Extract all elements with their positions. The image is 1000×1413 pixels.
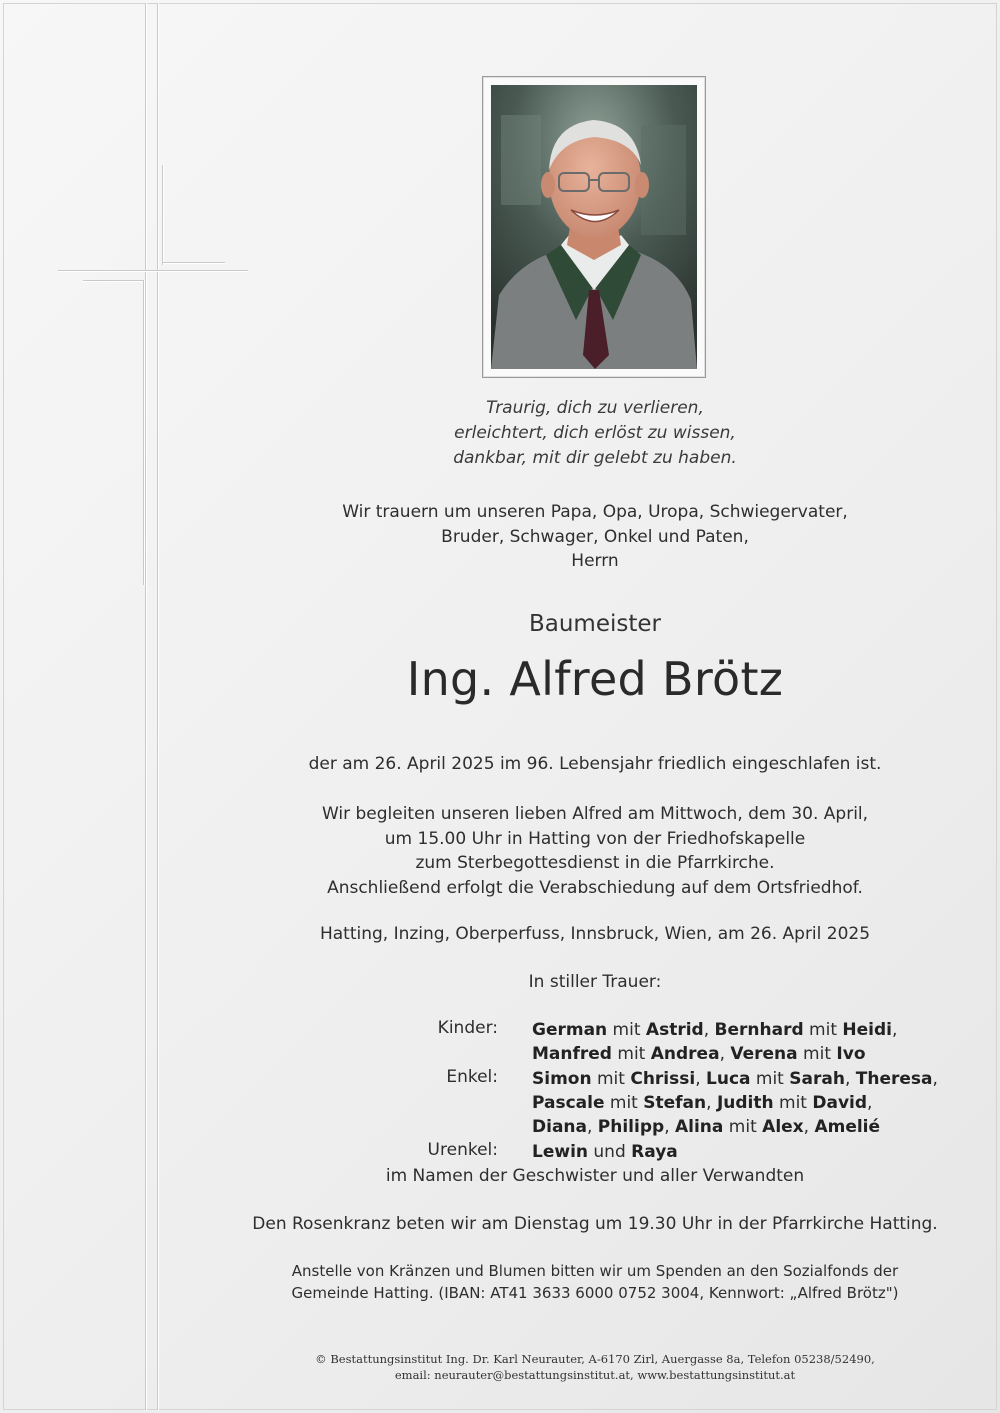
urenkel-label: Urenkel: <box>427 1140 498 1160</box>
kinder-label: Kinder: <box>437 1018 498 1038</box>
deceased-title: Baumeister <box>528 611 661 637</box>
donation-line: Gemeinde Hatting. (IBAN: AT41 3633 6000 0752 3004, Kennwort: „Alfred Brötz") <box>291 1284 899 1302</box>
connector-text: mit <box>750 1069 790 1089</box>
connector-text: mit <box>803 1020 843 1040</box>
relative-name: Theresa <box>855 1069 933 1089</box>
siblings-line: im Namen der Geschwister und aller Verwandten <box>385 1166 805 1186</box>
connector-text: , <box>719 1044 731 1064</box>
relative-name: Alex <box>762 1117 804 1137</box>
connector-text: , <box>803 1117 815 1137</box>
portrait-photo <box>491 85 697 369</box>
relative-name: Philipp <box>597 1117 665 1137</box>
relative-name: Simon <box>532 1069 592 1089</box>
relative-name: Chrissi <box>630 1069 696 1089</box>
connector-text: , <box>706 1093 717 1113</box>
relative-name: German <box>532 1020 608 1040</box>
death-notice: der am 26. April 2025 im 96. Lebensjahr friedlich eingeschlafen ist. <box>308 754 882 774</box>
relative-name: Amelié <box>814 1117 881 1137</box>
relative-name: Heidi <box>842 1020 892 1040</box>
urenkel-line <box>532 1140 678 1165</box>
connector-text: , <box>867 1093 873 1113</box>
place-date: Hatting, Inzing, Oberperfuss, Innsbruck, Wien, am 26. April 2025 <box>319 924 871 944</box>
portrait-frame <box>482 76 706 378</box>
footer-line: © Bestattungsinstitut Ing. Dr. Karl Neurauter, A-6170 Zirl, Auergasse 8a, Telefon 05238/52490, <box>315 1352 875 1366</box>
relative-name: Luca <box>706 1069 751 1089</box>
connector-text: mit <box>773 1093 813 1113</box>
connector-text: , <box>844 1069 856 1089</box>
relative-name: Verena <box>730 1044 798 1064</box>
enkel-line <box>532 1091 872 1116</box>
enkel-line <box>532 1067 938 1092</box>
funeral-line: Anschließend erfolgt die Verabschiedung auf dem Ortsfriedhof. <box>327 877 863 898</box>
connector-text: mit <box>723 1117 763 1137</box>
connector-text: und <box>588 1142 632 1162</box>
relative-name: Andrea <box>650 1044 720 1064</box>
connector-text: , <box>695 1069 707 1089</box>
quote-line: Traurig, dich zu verlieren, <box>486 398 704 418</box>
relative-name: Pascale <box>532 1093 605 1113</box>
connector-text: , <box>892 1020 898 1040</box>
connector-text: mit <box>604 1093 644 1113</box>
funeral-line: zum Sterbegottesdienst in die Pfarrkirche. <box>415 853 775 873</box>
memorial-quote <box>195 396 995 471</box>
connector-text: , <box>586 1117 598 1137</box>
intro-line: Herrn <box>571 551 619 571</box>
funeral-home-footer <box>195 1351 995 1383</box>
left-border-line-2 <box>157 3 158 1410</box>
connector-text: mit <box>591 1069 631 1089</box>
connector-text: , <box>703 1020 715 1040</box>
rosary-notice: Den Rosenkranz beten wir am Dienstag um 19.30 Uhr in der Pfarrkirche Hatting. <box>252 1214 938 1234</box>
connector-text: , <box>932 1069 938 1089</box>
relative-name: Diana <box>532 1117 587 1137</box>
enkel-label: Enkel: <box>446 1067 498 1087</box>
kinder-line <box>532 1018 897 1043</box>
relative-name: Manfred <box>532 1044 612 1064</box>
relative-name: Lewin <box>532 1142 588 1162</box>
relative-name: Ivo <box>836 1044 866 1064</box>
relative-name: Raya <box>631 1142 678 1162</box>
quote-line: dankbar, mit dir gelebt zu haben. <box>453 448 737 468</box>
relative-name: Astrid <box>645 1020 704 1040</box>
portrait-image <box>491 85 697 369</box>
donation-line: Anstelle von Kränzen und Blumen bitten wir um Spenden an den Sozialfonds der <box>291 1262 899 1280</box>
relative-name: Bernhard <box>714 1020 804 1040</box>
donation-notice <box>195 1260 995 1304</box>
connector-text: , <box>664 1117 675 1137</box>
relative-name: Stefan <box>643 1093 707 1113</box>
relative-name: David <box>812 1093 868 1113</box>
kinder-line <box>532 1042 866 1067</box>
left-border-line-1 <box>145 3 146 1410</box>
mourning-intro <box>195 500 995 574</box>
footer-line: email: neurauter@bestattungsinstitut.at, www.bestattungsinstitut.at <box>394 1368 796 1382</box>
intro-line: Bruder, Schwager, Onkel und Paten, <box>441 526 749 547</box>
deceased-name: Ing. Alfred Brötz <box>406 652 784 706</box>
relative-name: Alina <box>675 1117 724 1137</box>
connector-text: mit <box>611 1044 651 1064</box>
quote-line: erleichtert, dich erlöst zu wissen, <box>454 423 736 443</box>
funeral-line: Wir begleiten unseren lieben Alfred am Mittwoch, dem 30. April, <box>321 804 869 824</box>
relative-name: Sarah <box>789 1069 845 1089</box>
funeral-details <box>195 802 995 900</box>
connector-text: mit <box>607 1020 646 1040</box>
mourning-heading: In stiller Trauer: <box>528 972 662 992</box>
relative-name: Judith <box>716 1093 774 1113</box>
enkel-line <box>532 1115 880 1140</box>
funeral-line: um 15.00 Uhr in Hatting von der Friedhofskapelle <box>384 828 806 849</box>
intro-line: Wir trauern um unseren Papa, Opa, Uropa, Schwiegervater, <box>342 502 848 522</box>
connector-text: mit <box>797 1044 837 1064</box>
